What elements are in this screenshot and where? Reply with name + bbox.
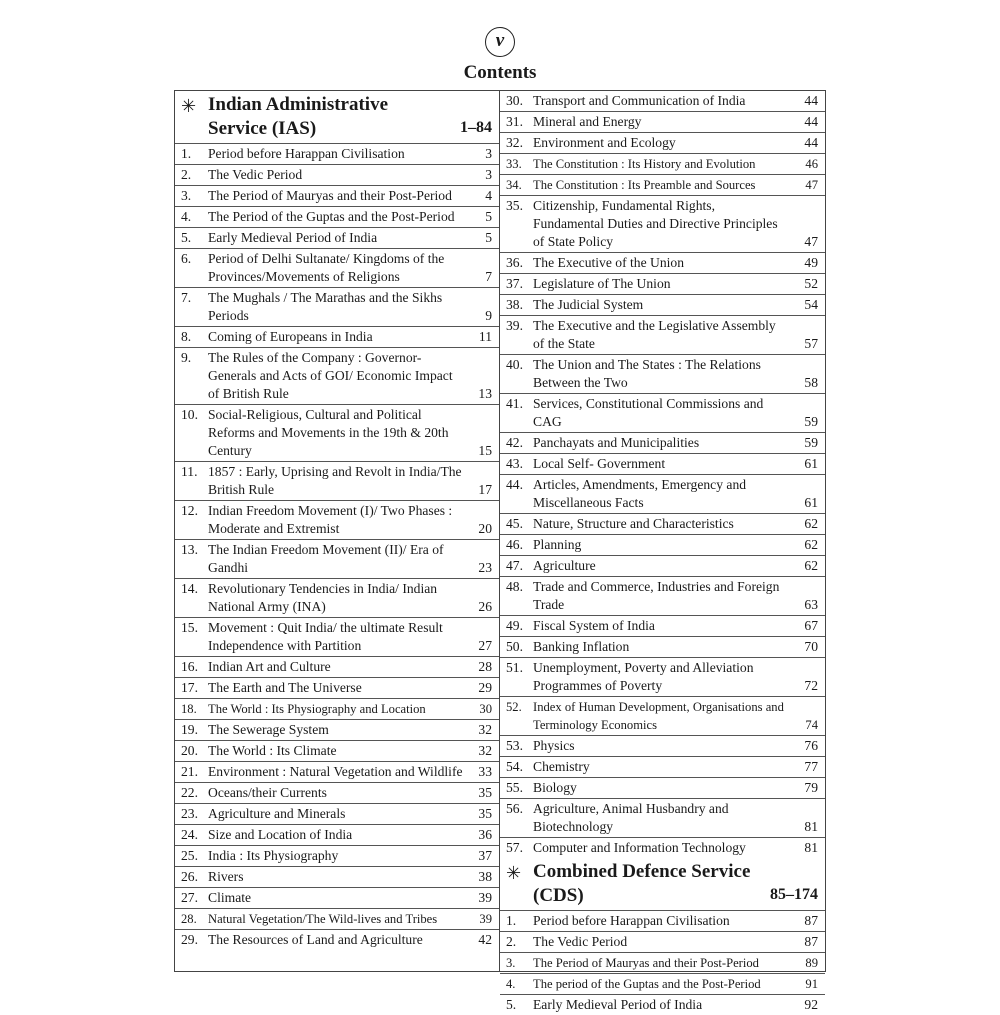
entry-title: The World : Its Climate — [208, 743, 337, 758]
toc-entry — [175, 540, 499, 579]
toc-entry — [500, 475, 825, 514]
entry-title: Rivers — [208, 869, 244, 884]
section-title-line2: Service (IAS) — [208, 118, 317, 139]
entry-number: 45. — [506, 516, 523, 531]
entry-page: 79 — [804, 780, 818, 795]
entry-title: Computer and Information Technology — [533, 840, 746, 855]
entry-page: 27 — [478, 638, 492, 653]
entry-title: Services, Constitutional Commissions and CAG — [533, 396, 764, 429]
toc-entry — [175, 186, 499, 207]
toc-entry — [500, 697, 825, 736]
entry-page: 54 — [804, 297, 818, 312]
entry-page: 44 — [804, 114, 818, 129]
entry-number: 35. — [506, 198, 523, 213]
entry-title: Transport and Communication of India — [533, 93, 746, 108]
entry-number: 20. — [181, 743, 198, 758]
entry-title: Physics — [533, 738, 575, 753]
entry-title: Agriculture and Minerals — [208, 806, 346, 821]
entry-title: Legislature of The Union — [533, 276, 671, 291]
entry-title: The Vedic Period — [533, 934, 628, 949]
entry-number: 3. — [181, 188, 192, 203]
entry-page: 5 — [485, 230, 492, 245]
entry-number: 50. — [506, 639, 523, 654]
toc-entry — [175, 288, 499, 327]
section-title-line2: (CDS) — [533, 885, 584, 906]
entry-number: 47. — [506, 558, 523, 573]
entry-page: 61 — [804, 495, 818, 510]
entry-number: 8. — [181, 329, 192, 344]
toc-entry — [500, 911, 825, 932]
entry-title: 1857 : Early, Uprising and Revolt in India/The British Rule — [208, 464, 462, 497]
entry-page: 35 — [478, 785, 492, 800]
entry-page: 76 — [804, 738, 818, 753]
entry-title: Indian Freedom Movement (I)/ Two Phases : Moderate and Extremist — [208, 503, 453, 536]
entry-number: 32. — [506, 135, 523, 150]
entry-title: Period of Delhi Sultanate/ Kingdoms of the Provinces/Movements of Religions — [208, 251, 445, 284]
entry-title: Articles, Amendments, Emergency and Miscellaneous Facts — [533, 477, 747, 510]
entry-page: 59 — [804, 414, 818, 429]
entry-title: Fiscal System of India — [533, 618, 655, 633]
entry-page: 74 — [805, 718, 818, 732]
entry-number: 21. — [181, 764, 198, 779]
entry-page: 7 — [485, 269, 492, 284]
entry-number: 25. — [181, 848, 198, 863]
entry-title: The Earth and The Universe — [208, 680, 362, 695]
entry-page: 81 — [804, 840, 818, 855]
toc-entry — [500, 556, 825, 577]
toc-entry — [175, 207, 499, 228]
toc-entry — [175, 678, 499, 699]
entry-number: 12. — [181, 503, 198, 518]
entry-page: 44 — [804, 93, 818, 108]
entry-number: 26. — [181, 869, 198, 884]
entry-title: Agriculture — [533, 558, 596, 573]
asterisk-icon: ✳ — [506, 863, 522, 883]
entry-number: 42. — [506, 435, 523, 450]
entry-number: 4. — [181, 209, 192, 224]
entry-page: 9 — [485, 308, 492, 323]
entry-page: 28 — [478, 659, 492, 674]
entry-title: The Resources of Land and Agriculture — [208, 932, 423, 947]
section-header-cds — [500, 858, 825, 911]
entry-page: 59 — [804, 435, 818, 450]
entry-title: Planning — [533, 537, 582, 552]
toc-entry — [500, 433, 825, 454]
entry-title: Environment and Ecology — [533, 135, 676, 150]
entry-number: 46. — [506, 537, 523, 552]
entry-number: 55. — [506, 780, 523, 795]
entry-title: The Rules of the Company : Governor-Generals and Acts of GOI/ Economic Impact of British Rule — [208, 350, 453, 401]
entry-page: 62 — [804, 537, 818, 552]
entry-title: Movement : Quit India/ the ultimate Result Independence with Partition — [208, 620, 443, 653]
entry-number: 3. — [506, 956, 516, 970]
page-number: v — [485, 27, 515, 57]
entry-title: Panchayats and Municipalities — [533, 435, 700, 450]
section-title-line1: Indian Administrative — [208, 94, 389, 115]
toc-entry — [500, 274, 825, 295]
entry-number: 6. — [181, 251, 192, 266]
entry-title: The Period of Mauryas and their Post-Period — [533, 956, 759, 970]
entry-page: 20 — [478, 521, 492, 536]
contents-left-column — [174, 90, 500, 972]
entry-page: 23 — [478, 560, 492, 575]
entry-page: 26 — [478, 599, 492, 614]
entry-page: 47 — [804, 234, 818, 249]
toc-entry — [500, 91, 825, 112]
entry-number: 5. — [506, 997, 517, 1012]
entry-title: Natural Vegetation/The Wild-lives and Tribes — [208, 912, 438, 926]
entry-page: 52 — [804, 276, 818, 291]
entry-number: 43. — [506, 456, 523, 471]
entry-number: 38. — [506, 297, 523, 312]
toc-entry — [175, 348, 499, 405]
toc-entry — [500, 514, 825, 535]
toc-entry — [500, 454, 825, 475]
section-header-ias — [175, 91, 499, 144]
toc-entry — [500, 757, 825, 778]
entry-title: Social-Religious, Cultural and Political Reforms and Movements in the 19th & 20th Century — [208, 407, 449, 458]
entry-page: 77 — [804, 759, 818, 774]
entry-title: Size and Location of India — [208, 827, 353, 842]
entry-title: The Constitution : Its History and Evolution — [533, 157, 756, 171]
entry-title: India : Its Physiography — [208, 848, 339, 863]
entry-title: Agriculture, Animal Husbandry and Biotechnology — [533, 801, 729, 834]
toc-entry — [175, 462, 499, 501]
contents-right-column — [500, 90, 826, 1012]
toc-entry — [175, 888, 499, 909]
entry-number: 19. — [181, 722, 198, 737]
entry-page: 81 — [804, 819, 818, 834]
entry-page: 62 — [804, 516, 818, 531]
entry-number: 34. — [506, 178, 522, 192]
entry-number: 17. — [181, 680, 198, 695]
toc-entry — [175, 501, 499, 540]
toc-entry — [175, 846, 499, 867]
entry-page: 29 — [478, 680, 492, 695]
left-items-list — [175, 144, 499, 950]
entry-page: 37 — [478, 848, 492, 863]
entry-title: Early Medieval Period of India — [533, 997, 703, 1012]
entry-number: 51. — [506, 660, 523, 675]
entry-number: 18. — [181, 702, 197, 716]
entry-number: 2. — [506, 934, 517, 949]
entry-page: 57 — [804, 336, 818, 351]
toc-entry — [500, 253, 825, 274]
toc-entry — [175, 783, 499, 804]
toc-entry — [500, 577, 825, 616]
entry-number: 7. — [181, 290, 192, 305]
entry-title: Oceans/their Currents — [208, 785, 327, 800]
entry-page: 3 — [485, 146, 492, 161]
entry-title: Environment : Natural Vegetation and Wildlife — [208, 764, 463, 779]
entry-title: Period before Harappan Civilisation — [533, 913, 730, 928]
entry-title: The Executive of the Union — [533, 255, 684, 270]
entry-title: The Union and The States : The Relations Between the Two — [533, 357, 761, 390]
entry-page: 91 — [805, 977, 818, 991]
toc-entry — [175, 405, 499, 462]
entry-page: 30 — [479, 702, 492, 716]
entry-title: Banking Inflation — [533, 639, 630, 654]
toc-entry — [175, 825, 499, 846]
entry-page: 32 — [478, 722, 492, 737]
toc-entry — [175, 657, 499, 678]
entry-page: 42 — [478, 932, 492, 947]
entry-number: 29. — [181, 932, 198, 947]
entry-number: 33. — [506, 157, 522, 171]
entry-page: 46 — [805, 157, 818, 171]
entry-title: The Executive and the Legislative Assembly of the State — [533, 318, 776, 351]
entry-title: Citizenship, Fundamental Rights, Fundamental Duties and Directive Principles of State Policy — [533, 198, 778, 249]
entry-page: 89 — [805, 956, 818, 970]
entry-number: 52. — [506, 700, 522, 714]
entry-number: 1. — [506, 913, 517, 928]
entry-page: 11 — [478, 329, 492, 344]
entry-number: 31. — [506, 114, 523, 129]
entry-number: 2. — [181, 167, 192, 182]
entry-number: 1. — [181, 146, 192, 161]
entry-page: 35 — [478, 806, 492, 821]
toc-entry — [500, 736, 825, 757]
entry-title: Early Medieval Period of India — [208, 230, 378, 245]
entry-page: 5 — [485, 209, 492, 224]
entry-number: 16. — [181, 659, 198, 674]
toc-entry — [500, 394, 825, 433]
entry-page: 72 — [804, 678, 818, 693]
entry-title: The Vedic Period — [208, 167, 303, 182]
entry-title: Unemployment, Poverty and Alleviation Programmes of Poverty — [533, 660, 754, 693]
entry-number: 23. — [181, 806, 198, 821]
entry-title: Index of Human Development, Organisations and Terminology Economics — [533, 700, 784, 732]
entry-page: 39 — [478, 890, 492, 905]
toc-entry — [500, 932, 825, 953]
toc-entry — [175, 909, 499, 930]
entry-number: 27. — [181, 890, 198, 905]
page-title: Contents — [463, 62, 537, 83]
entry-page: 49 — [804, 255, 818, 270]
entry-page: 44 — [804, 135, 818, 150]
toc-entry — [175, 930, 499, 950]
entry-title: Trade and Commerce, Industries and Foreign Trade — [533, 579, 780, 612]
entry-page: 63 — [804, 597, 818, 612]
entry-title: The World : Its Physiography and Location — [208, 702, 426, 716]
entry-title: The Mughals / The Marathas and the Sikhs Periods — [208, 290, 443, 323]
entry-page: 61 — [804, 456, 818, 471]
entry-page: 4 — [485, 188, 492, 203]
entry-number: 13. — [181, 542, 198, 557]
entry-number: 28. — [181, 912, 197, 926]
cds-items-list — [500, 911, 825, 1015]
entry-number: 4. — [506, 977, 516, 991]
toc-entry — [500, 974, 825, 995]
toc-entry — [175, 165, 499, 186]
toc-entry — [500, 295, 825, 316]
entry-page: 67 — [804, 618, 818, 633]
entry-number: 41. — [506, 396, 523, 411]
entry-title: Indian Art and Culture — [208, 659, 331, 674]
entry-number: 39. — [506, 318, 523, 333]
entry-title: Mineral and Energy — [533, 114, 642, 129]
entry-title: The Indian Freedom Movement (II)/ Era of Gandhi — [208, 542, 444, 575]
entry-title: Biology — [533, 780, 577, 795]
entry-page: 87 — [804, 913, 818, 928]
entry-page: 3 — [485, 167, 492, 182]
toc-entry — [500, 316, 825, 355]
entry-number: 15. — [181, 620, 198, 635]
entry-page: 38 — [478, 869, 492, 884]
toc-entry — [500, 658, 825, 697]
entry-page: 58 — [804, 375, 818, 390]
entry-page: 33 — [478, 764, 492, 779]
toc-entry — [500, 995, 825, 1015]
toc-entry — [175, 144, 499, 165]
toc-entry — [500, 154, 825, 175]
entry-page: 47 — [805, 178, 818, 192]
entry-title: The Period of the Guptas and the Post-Period — [208, 209, 455, 224]
entry-number: 22. — [181, 785, 198, 800]
entry-title: The Constitution : Its Preamble and Sources — [533, 178, 756, 192]
right-items-list — [500, 91, 825, 858]
toc-entry — [175, 618, 499, 657]
toc-entry — [175, 579, 499, 618]
entry-title: Period before Harappan Civilisation — [208, 146, 405, 161]
toc-entry — [175, 867, 499, 888]
toc-entry — [175, 228, 499, 249]
entry-title: The period of the Guptas and the Post-Period — [533, 977, 761, 991]
toc-entry — [175, 249, 499, 288]
entry-title: Climate — [208, 890, 252, 905]
toc-entry — [500, 778, 825, 799]
toc-entry — [175, 804, 499, 825]
toc-entry — [175, 327, 499, 348]
asterisk-icon: ✳ — [181, 96, 197, 116]
entry-number: 24. — [181, 827, 198, 842]
entry-number: 30. — [506, 93, 523, 108]
entry-page: 87 — [804, 934, 818, 949]
entry-page: 15 — [478, 443, 492, 458]
entry-number: 53. — [506, 738, 523, 753]
entry-number: 57. — [506, 840, 523, 855]
toc-entry — [175, 741, 499, 762]
toc-entry — [500, 616, 825, 637]
toc-entry — [175, 720, 499, 741]
entry-number: 44. — [506, 477, 523, 492]
toc-entry — [500, 112, 825, 133]
toc-entry — [500, 838, 825, 858]
entry-number: 48. — [506, 579, 523, 594]
section-title-line1: Combined Defence Service — [533, 861, 751, 882]
entry-title: Revolutionary Tendencies in India/ Indian National Army (INA) — [208, 581, 438, 614]
toc-entry — [500, 133, 825, 154]
entry-number: 49. — [506, 618, 523, 633]
toc-entry — [175, 699, 499, 720]
section-page-range: 1–84 — [460, 119, 492, 136]
entry-page: 92 — [804, 997, 818, 1012]
toc-entry — [500, 953, 825, 974]
entry-number: 9. — [181, 350, 192, 365]
entry-page: 70 — [804, 639, 818, 654]
entry-number: 56. — [506, 801, 523, 816]
entry-page: 13 — [478, 386, 492, 401]
entry-title: Chemistry — [533, 759, 590, 774]
entry-title: Nature, Structure and Characteristics — [533, 516, 734, 531]
entry-title: The Sewerage System — [208, 722, 329, 737]
section-page-range: 85–174 — [770, 886, 818, 903]
entry-number: 11. — [181, 464, 198, 479]
entry-number: 40. — [506, 357, 523, 372]
entry-title: The Period of Mauryas and their Post-Period — [208, 188, 452, 203]
entry-number: 36. — [506, 255, 523, 270]
toc-entry — [500, 799, 825, 838]
toc-entry — [175, 762, 499, 783]
entry-title: The Judicial System — [533, 297, 644, 312]
toc-entry — [500, 355, 825, 394]
toc-entry — [500, 535, 825, 556]
entry-number: 5. — [181, 230, 192, 245]
entry-number: 37. — [506, 276, 523, 291]
entry-page: 62 — [804, 558, 818, 573]
entry-page: 36 — [478, 827, 492, 842]
toc-entry — [500, 637, 825, 658]
entry-page: 39 — [479, 912, 492, 926]
entry-page: 17 — [478, 482, 492, 497]
toc-entry — [500, 175, 825, 196]
entry-number: 10. — [181, 407, 198, 422]
entry-title: Local Self- Government — [533, 456, 666, 471]
entry-page: 32 — [478, 743, 492, 758]
entry-title: Coming of Europeans in India — [208, 329, 373, 344]
toc-entry — [500, 196, 825, 253]
entry-number: 14. — [181, 581, 198, 596]
entry-number: 54. — [506, 759, 523, 774]
